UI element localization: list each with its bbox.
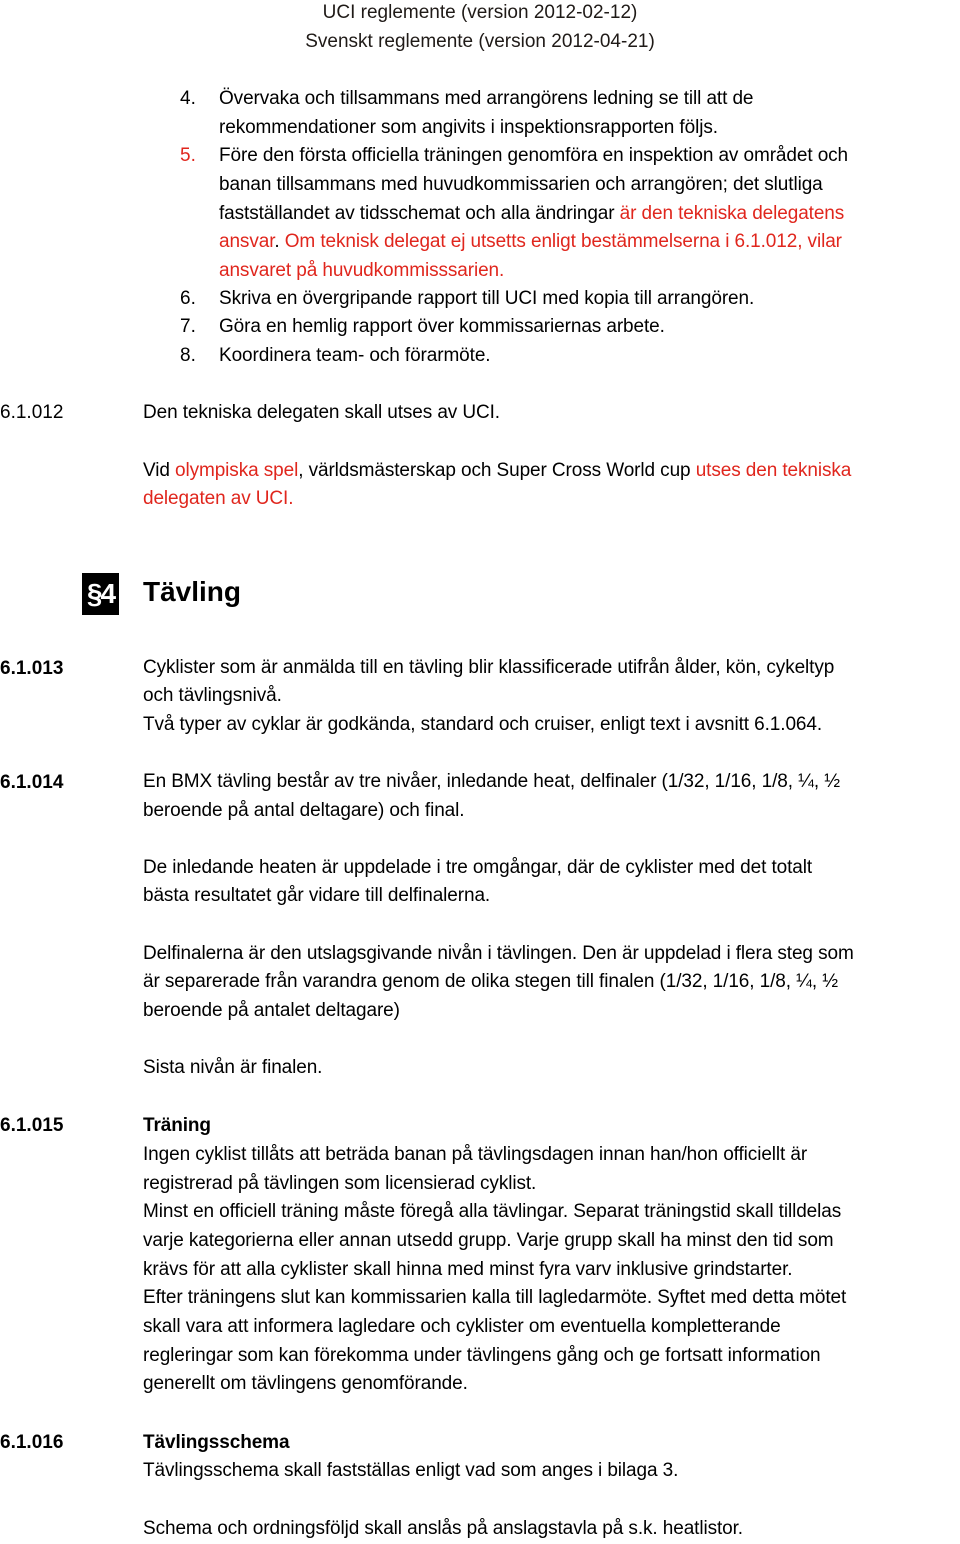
- art6015-line2: registrerad på tävlingen som licensierad cyklist.: [143, 1173, 537, 1194]
- item5-line4-red2: Om teknisk delegat ej utsetts enligt bestämmelserna i 6.1.012, vilar: [284, 231, 842, 252]
- art6016-line2: Schema och ordningsföljd skall anslås på anslagstavla på s.k. heatlistor.: [143, 1518, 743, 1539]
- art6012-p2c: , världsmästerskap och Super Cross World cup: [298, 460, 696, 481]
- art6015-line6: Efter träningens slut kan kommissarien kalla till lagledarmöte. Syftet med detta mötet: [143, 1287, 847, 1308]
- art6013-line3: Två typer av cyklar är godkända, standard och cruiser, enligt text i avsnitt 6.1.064.: [143, 714, 823, 735]
- article-number-6-1-014: 6.1.014: [0, 772, 64, 793]
- art6014-p3-line3: beroende på antalet deltagare): [143, 1000, 400, 1021]
- art6012-text: Den tekniska delegaten skall utses av UCI.: [143, 402, 500, 423]
- art6012-p2-line1: [143, 459, 851, 483]
- art6014-line1: En BMX tävling består av tre nivåer, inledande heat, delfinaler (1/32, 1/16, 1/8, ¼, ½: [143, 771, 840, 792]
- item5-line2: banan tillsammans med huvudkommissarien och arrangören; det slutliga: [219, 174, 823, 195]
- article-number-6-1-016: 6.1.016: [0, 1432, 64, 1453]
- list-number-6: 6.: [180, 288, 196, 309]
- art6015-line3: Minst en officiell träning måste föregå alla tävlingar. Separat träningstid skall tilldelas: [143, 1201, 842, 1222]
- item5-line3-red: är den tekniska delegatens: [619, 203, 845, 224]
- art6013-line1: Cyklister som är anmälda till en tävling blir klassificerade utifrån ålder, kön, cykeltyp: [143, 657, 835, 678]
- art6012-p2a: Vid: [143, 460, 175, 481]
- item5-line3-black: fastställandet av tidsschemat och alla ändringar: [219, 203, 620, 224]
- item6-text: Skriva en övergripande rapport till UCI med kopia till arrangören.: [219, 288, 755, 309]
- section-badge: §4: [82, 573, 119, 615]
- list-number-5: 5.: [180, 145, 196, 166]
- art6012-p2d: utses den tekniska: [695, 460, 852, 481]
- header-line-1: UCI reglemente (version 2012-02-12): [322, 2, 638, 23]
- header-line-2: Svenskt reglemente (version 2012-04-21): [305, 31, 655, 52]
- list-number-4: 4.: [180, 88, 196, 109]
- art6014-p4: Sista nivån är finalen.: [143, 1057, 323, 1078]
- item5-line4-black: .: [274, 231, 285, 252]
- art6014-line2: beroende på antal deltagare) och final.: [143, 800, 465, 821]
- item5-line4-red1: ansvar: [219, 231, 275, 252]
- art6015-line5: krävs för att alla cyklister skall hinna med minst fyra varv inklusive grindstarter.: [143, 1259, 793, 1280]
- item5-line3: [219, 202, 844, 226]
- section-title: Tävling: [143, 576, 242, 607]
- art6014-p3-line2: är separerade från varandra genom de olika stegen till finalen (1/32, 1/16, 1/8, ¼, ½: [143, 971, 838, 992]
- article-number-6-1-012: 6.1.012: [0, 402, 64, 423]
- art6016-title: Tävlingsschema: [143, 1432, 290, 1453]
- art6012-p2b: olympiska spel: [175, 460, 299, 481]
- art6013-line2: och tävlingsnivå.: [143, 685, 282, 706]
- art6015-line7: skall vara att informera lagledare och cyklister om eventuella kompletterande: [143, 1316, 781, 1337]
- item5-line4: [219, 230, 842, 254]
- art6015-line8: regleringar som kan förekomma under tävlingens gång och ge fortsatt information: [143, 1345, 821, 1366]
- art6015-line1: Ingen cyklist tillåts att beträda banan på tävlingsdagen innan han/hon officiellt är: [143, 1144, 808, 1165]
- item4-line1: Övervaka och tillsammans med arrangörens ledning se till att de: [219, 88, 754, 109]
- list-number-8: 8.: [180, 345, 196, 366]
- art6014-p2-line2: bästa resultatet går vidare till delfinalerna.: [143, 885, 491, 906]
- art6016-line1: Tävlingsschema skall fastställas enligt vad som anges i bilaga 3.: [143, 1460, 679, 1481]
- item4-line2: rekommendationer som angivits i inspektionsrapporten följs.: [219, 117, 718, 138]
- item8-text: Koordinera team- och förarmöte.: [219, 345, 491, 366]
- item5-line5: ansvaret på huvudkommisssarien.: [219, 260, 505, 281]
- art6012-p2-line2: delegaten av UCI.: [143, 488, 294, 509]
- list-number-7: 7.: [180, 316, 196, 337]
- article-number-6-1-015: 6.1.015: [0, 1115, 64, 1136]
- article-number-6-1-013: 6.1.013: [0, 658, 64, 679]
- art6015-line9: generellt om tävlingens genomförande.: [143, 1373, 468, 1394]
- art6015-title: Träning: [143, 1115, 211, 1136]
- art6014-p2-line1: De inledande heaten är uppdelade i tre omgångar, där de cyklister med det totalt: [143, 857, 813, 878]
- item7-text: Göra en hemlig rapport över kommissariernas arbete.: [219, 316, 665, 337]
- art6015-line4: varje kategorierna eller annan utsedd grupp. Varje grupp skall ha minst den tid som: [143, 1230, 834, 1251]
- art6014-p3-line1: Delfinalerna är den utslagsgivande nivån i tävlingen. Den är uppdelad i flera steg som: [143, 943, 854, 964]
- item5-line1: Före den första officiella träningen genomföra en inspektion av området och: [219, 145, 849, 166]
